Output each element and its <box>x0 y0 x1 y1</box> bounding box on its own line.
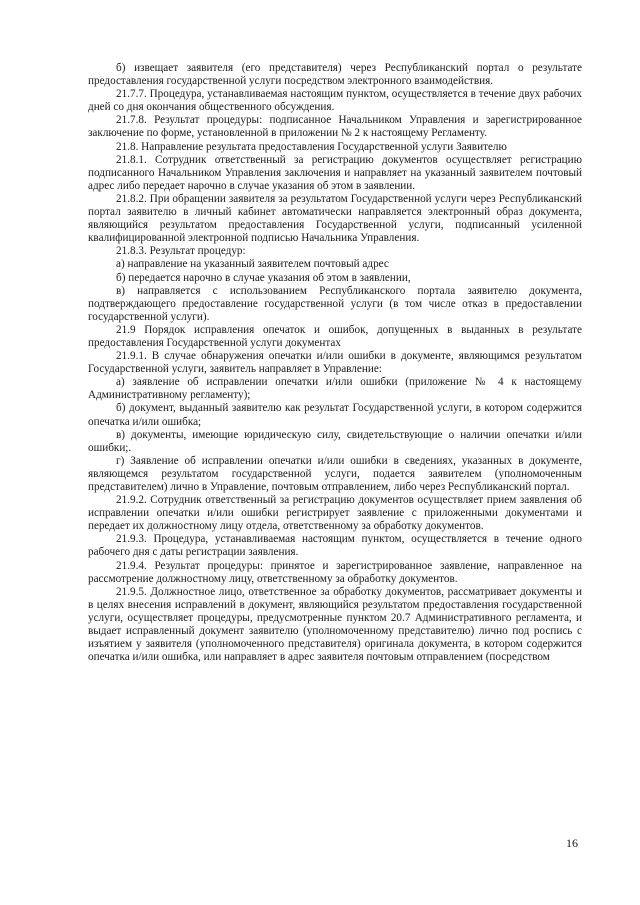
section-heading: 21.8. Направление результата предоставления Государственной услуги Заявителю <box>116 140 507 153</box>
paragraph: б) извещает заявителя (его представителя) через Республиканский портал о результате предоставления государственной услуги посредством электронного взаимодействия. <box>88 62 582 88</box>
paragraph: 21.9.2. Сотрудник ответственный за регистрацию документов осуществляет прием заявления об исправлении опечатки и/или ошибки регистрирует заявление с приложенными документами и передает их должностному лицу отдела, ответственному за обработку документов. <box>88 494 582 533</box>
list-item: а) заявление об исправлении опечатки и/или ошибки (приложение № 4 к настоящему Административному регламенту); <box>88 376 582 402</box>
document-body <box>88 62 582 664</box>
paragraph: 21.9.5. Должностное лицо, ответственное за обработку документов, рассматривает документы и в целях внесения исправлений в документ, являющийся результатом предоставления государственной услуги, осуществляет процедуры, предусмотренные пунктом 20.7 Административного регламента, и выдает исправленный документ заявителю (уполномоченному представителю) лично под роспись с изъятием у заявителя (уполномоченного представителя) оригинала документа, в котором содержится опечатка и/или ошибка, или направляет в адрес заявителя почтовым отправлением (посредством <box>88 585 582 664</box>
list-item: б) документ, выданный заявителю как результат Государственной услуги, в котором содержится опечатка и/или ошибка; <box>88 402 582 428</box>
paragraph: 21.8.1. Сотрудник ответственный за регистрацию документов осуществляет регистрацию подписанного Начальником Управления заключения и направляет на указанный заявителем почтовый адрес либо передает нарочно в случае указания об этом в заявлении. <box>88 153 582 192</box>
paragraph: 21.8.2. При обращении заявителя за результатом Государственной услуги через Республиканский портал заявителю в личный кабинет автоматически направляется электронный образ документа, являющийся результатом предоставления Государственной услуги, подписанный усиленной квалифицированной электронной подписью Начальника Управления. <box>88 192 582 245</box>
list-item: в) направляется с использованием Республиканского портала заявителю документа, подтверждающего предоставление государственной услуги (в том числе отказ в предоставлении государственной услуги). <box>88 284 582 323</box>
paragraph: 21.7.8. Результат процедуры: подписанное Начальником Управления и зарегистрированное заключение по форме, установленной в приложении № 2 к настоящему Регламенту. <box>88 114 582 140</box>
list-item: г) Заявление об исправлении опечатки и/или ошибки в сведениях, указанных в документе, являющемся результатом государственной услуги, подается заявителем (уполномоченным представителем) лично в Управление, почтовым отправлением, либо через Республиканский портал. <box>88 454 582 493</box>
paragraph: 21.9.4. Результат процедуры: принятое и зарегистрированное заявление, направленное на рассмотрение должностному лицу, ответственному за обработку документов. <box>88 559 582 585</box>
paragraph: 21.9.1. В случае обнаружения опечатки и/или ошибки в документе, являющимся результатом Государственной услуги, заявитель направляет в Управление: <box>88 350 582 376</box>
section-heading: 21.9 Порядок исправления опечаток и ошибок, допущенных в выданных в результате предоставления Государственной услуги документах <box>88 323 582 349</box>
list-item: а) направление на указанный заявителем почтовый адрес <box>116 258 389 271</box>
list-item: в) документы, имеющие юридическую силу, свидетельствующие о наличии опечатки и/или ошибки;. <box>88 428 582 454</box>
paragraph: 21.9.3. Процедура, устанавливаемая настоящим пунктом, осуществляется в течение одного рабочего дня с даты регистрации заявления. <box>88 533 582 559</box>
paragraph: 21.8.3. Результат процедур: <box>116 245 246 258</box>
page-number: 16 <box>566 836 578 850</box>
list-item: б) передается нарочно в случае указания об этом в заявлении, <box>116 271 411 284</box>
paragraph: 21.7.7. Процедура, устанавливаемая настоящим пунктом, осуществляется в течение двух рабочих дней со дня окончания общественного обсуждения. <box>88 88 582 114</box>
